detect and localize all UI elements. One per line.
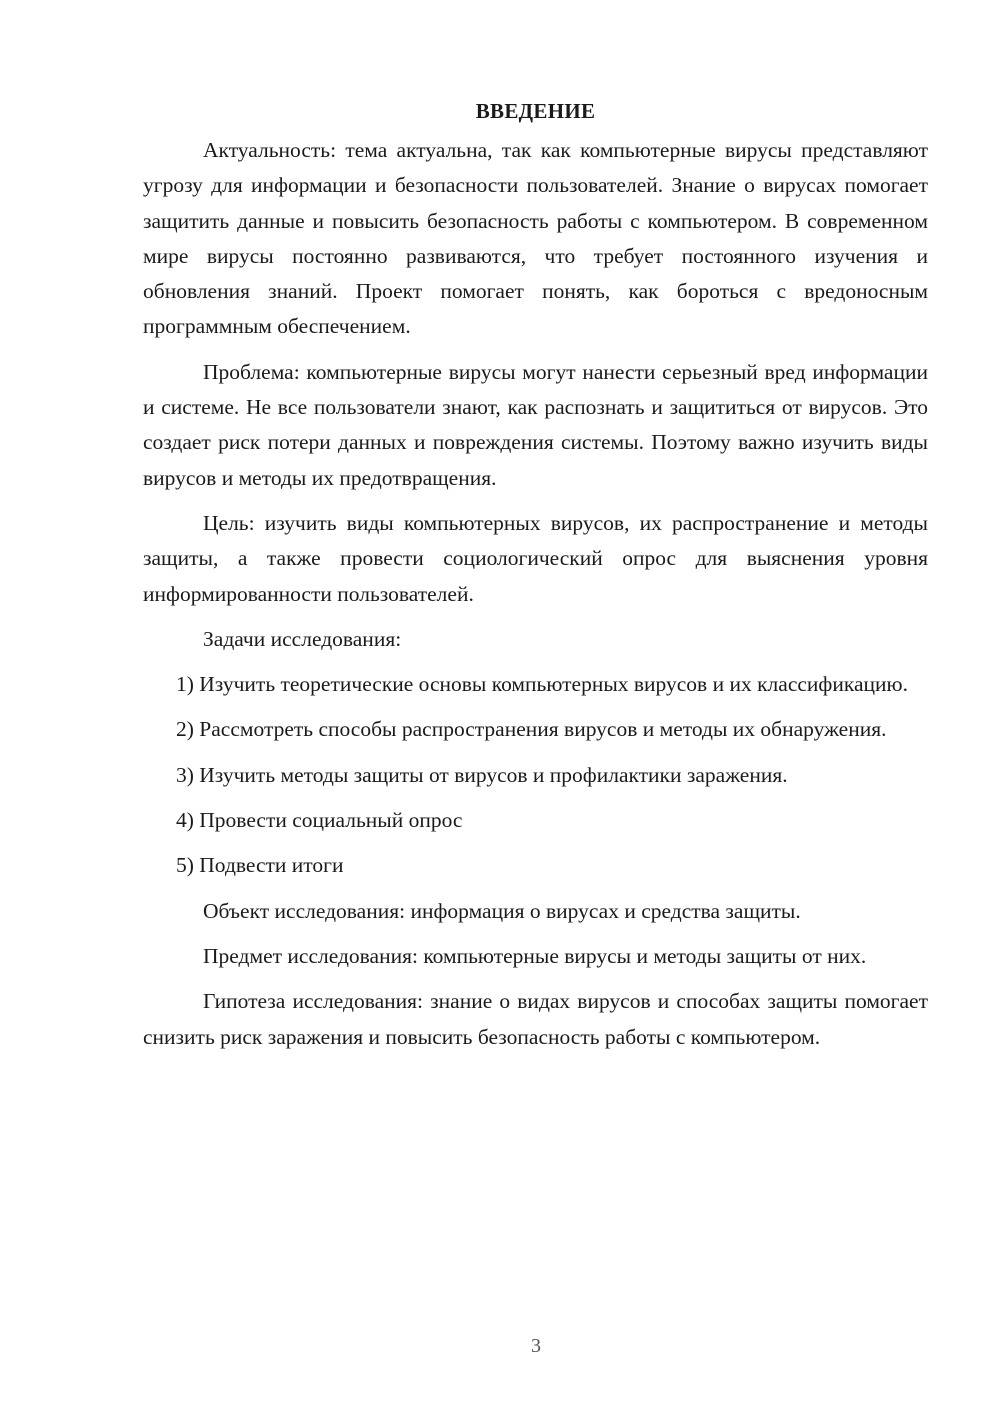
task-item: 2) Рассмотреть способы распространения вирусов и методы их обнаружения. xyxy=(176,717,887,742)
page-title: ВВЕДЕНИЕ xyxy=(475,99,596,123)
page-number: 3 xyxy=(531,1335,541,1357)
page-content xyxy=(143,96,928,1065)
task-item: 4) Провести социальный опрос xyxy=(176,808,463,833)
task-item: 3) Изучить методы защиты от вирусов и профилактики заражения. xyxy=(176,762,788,787)
problem-paragraph: Проблема: компьютерные вирусы могут нанести серьезный вред информации и системе. Не все пользователи знают, как распознать и защититься от вирусов. Это создает риск потери данных и повреждения системы. Поэтому важно изучить виды вирусов и методы их предотвращения. xyxy=(143,359,928,490)
tasks-list xyxy=(143,667,928,883)
task-item: 5) Подвести итоги xyxy=(176,853,344,878)
hypothesis-paragraph: Гипотеза исследования: знание о видах вирусов и способах защиты помогает снизить риск заражения и повысить безопасность работы с компьютером. xyxy=(143,989,928,1049)
goal-paragraph: Цель: изучить виды компьютерных вирусов, их распространение и методы защиты, а также провести социологический опрос для выяснения уровня информированности пользователей. xyxy=(143,510,928,606)
object-paragraph: Объект исследования: информация о вирусах и средства защиты. xyxy=(203,898,801,923)
subject-paragraph: Предмет исследования: компьютерные вирусы и методы защиты от них. xyxy=(203,943,867,968)
task-item: 1) Изучить теоретические основы компьютерных вирусов и их классификацию. xyxy=(176,672,908,697)
relevance-paragraph: Актуальность: тема актуальна, так как компьютерные вирусы представляют угрозу для информации и безопасности пользователей. Знание о вирусах помогает защитить данные и повысить безопасность работы с компьютером. В современном мире вирусы постоянно развиваются, что требует постоянного изучения и обновления знаний. Проект помогает понять, как бороться с вредоносным программным обеспечением. xyxy=(143,138,928,339)
tasks-heading: Задачи исследования: xyxy=(203,626,402,651)
